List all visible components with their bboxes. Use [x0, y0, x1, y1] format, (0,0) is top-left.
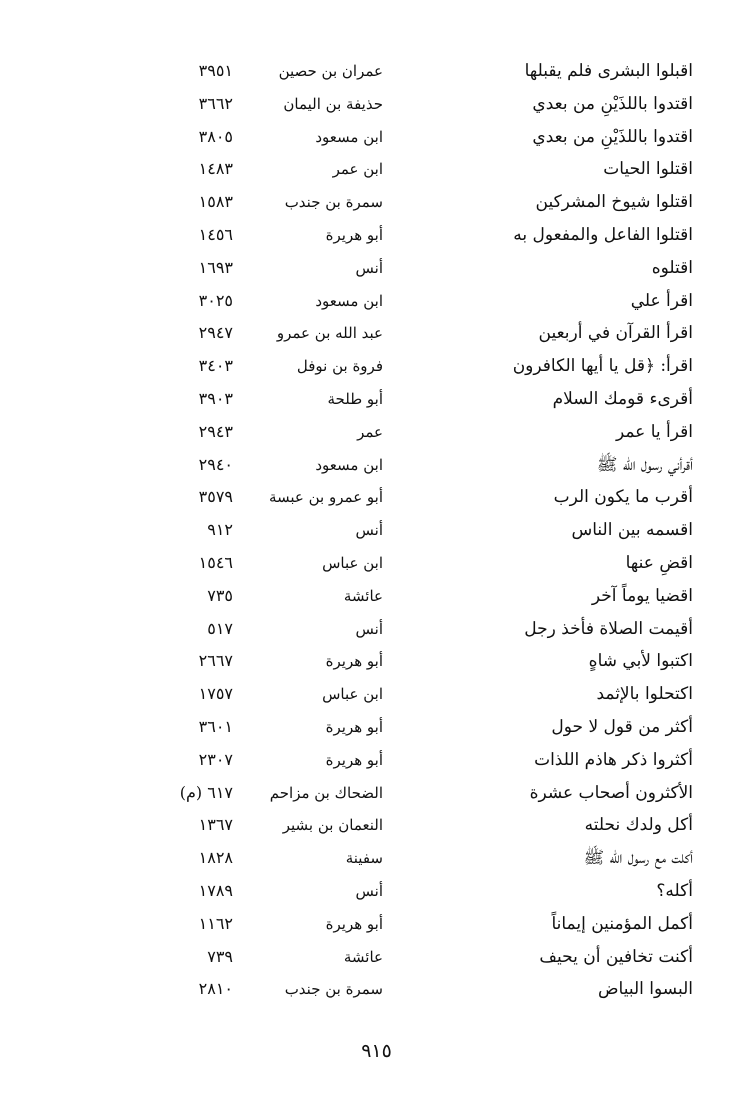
table-row	[0, 219, 753, 252]
table-row	[0, 875, 753, 908]
table-row	[0, 973, 753, 1006]
narrator-name: ابن عباس	[322, 553, 383, 572]
table-row	[0, 285, 753, 318]
narrator-name: أبو هريرة	[325, 652, 383, 671]
hadith-number: ٢٩٤٣	[198, 421, 233, 441]
narrator-name: ابن مسعود	[315, 127, 383, 146]
table-row	[0, 613, 753, 646]
table-row	[0, 711, 753, 744]
narrator-name: النعمان بن بشير	[282, 816, 383, 835]
hadith-number: ٧٣٩	[207, 946, 233, 966]
hadith-number: ١٥٤٦	[198, 552, 233, 572]
narrator-name: سفينة	[345, 849, 383, 868]
narrator-name: فروة بن نوفل	[296, 357, 383, 376]
page-number: ٩١٥	[361, 1040, 392, 1062]
table-row	[0, 842, 753, 875]
hadith-text: أكثروا ذكر هاذم اللذات	[534, 749, 693, 770]
hadith-number: ٣٠٢٥	[198, 290, 233, 310]
hadith-text: اقتدوا باللذَيْنِ من بعدي	[532, 126, 693, 147]
hadith-number: ٣٨٠٥	[198, 126, 233, 146]
hadith-number: ٣٦٠١	[198, 716, 233, 736]
hadith-number: ١٧٨٩	[198, 880, 233, 900]
table-row	[0, 908, 753, 941]
narrator-name: أبو هريرة	[325, 717, 383, 736]
table-row	[0, 55, 753, 88]
hadith-text: اقرأ يا عمر	[615, 421, 693, 442]
table-row	[0, 186, 753, 219]
narrator-name: سمرة بن جندب	[284, 980, 383, 999]
hadith-text: اقتدوا باللذَيْنِ من بعدي	[532, 93, 693, 114]
narrator-name: أبو طلحة	[327, 389, 383, 408]
hadith-number: ١٨٢٨	[198, 848, 233, 868]
hadith-text: اقسمه بين الناس	[571, 520, 693, 541]
narrator-name: أنس	[355, 619, 383, 638]
hadith-text: أقرب ما يكون الرب	[553, 487, 693, 508]
table-row	[0, 777, 753, 810]
hadith-text: البسوا البياض	[597, 979, 693, 1000]
hadith-number: ٣٩٠٣	[198, 388, 233, 408]
hadith-number: ١٤٥٦	[198, 224, 233, 244]
table-row	[0, 416, 753, 449]
hadith-text: اقرأ: ﴿قل يا أيها الكافرون	[512, 356, 693, 377]
hadith-number: ١٣٦٧	[198, 815, 233, 835]
hadith-text: أكثر من قول لا حول	[551, 716, 693, 737]
hadith-text: اقبلوا البشرى فلم يقبلها	[524, 61, 693, 81]
narrator-name: أبو عمرو بن عبسة	[268, 488, 383, 507]
narrator-name: الضحاك بن مزاحم	[269, 783, 383, 802]
table-row	[0, 153, 753, 186]
hadith-text: اقتلوا شيوخ المشركين	[535, 192, 693, 213]
hadith-text: أكله؟	[656, 880, 693, 901]
table-row	[0, 449, 753, 482]
table-row	[0, 317, 753, 350]
hadith-number: ٦١٧ (م)	[179, 782, 233, 802]
hadith-number: ١٥٨٣	[198, 192, 233, 212]
hadith-text: أكنت تخافين أن يحيف	[539, 946, 693, 967]
hadith-number: ٢٨١٠	[198, 979, 233, 999]
narrator-name: حذيفة بن اليمان	[283, 94, 383, 113]
narrator-name: سمرة بن جندب	[284, 193, 383, 212]
narrator-name: أنس	[355, 881, 383, 900]
hadith-text: أكل ولدك نحلته	[584, 815, 693, 836]
hadith-text: اقتلوه	[651, 257, 693, 278]
hadith-number: ٧٣٥	[207, 585, 233, 605]
table-row	[0, 252, 753, 285]
narrator-name: عمران بن حصين	[278, 62, 383, 80]
table-row	[0, 481, 753, 514]
hadith-text: اكتحلوا بالإثمد	[596, 684, 693, 705]
hadith-number: ٢٦٦٧	[198, 651, 233, 671]
table-row	[0, 547, 753, 580]
hadith-text: أقرأني رسول الله ﷺ	[596, 454, 693, 475]
table-row	[0, 383, 753, 416]
narrator-name: أنس	[355, 521, 383, 540]
table-row	[0, 678, 753, 711]
hadith-text: أقيمت الصلاة فأخذ رجل	[524, 618, 693, 639]
hadith-text: اكتبوا لأبي شاهٍ	[588, 651, 693, 672]
hadith-text: اقضيا يوماً آخر	[591, 585, 693, 606]
hadith-number: ٣٤٠٣	[198, 356, 233, 376]
hadith-number: ١٤٨٣	[198, 159, 233, 179]
table-row	[0, 350, 753, 383]
hadith-text: اقتلوا الفاعل والمفعول به	[513, 224, 693, 245]
hadith-text: اقضِ عنها	[625, 552, 693, 573]
hadith-text: أكلت مع رسول الله ﷺ	[583, 848, 693, 869]
table-row	[0, 744, 753, 777]
narrator-name: أبو هريرة	[325, 225, 383, 244]
table-row	[0, 580, 753, 613]
table-row	[0, 809, 753, 842]
narrator-name: عائشة	[343, 586, 383, 605]
narrator-name: عبد الله بن عمرو	[276, 324, 383, 343]
hadith-number: ٣٦٦٢	[198, 93, 233, 113]
hadith-number: ٢٣٠٧	[198, 749, 233, 769]
table-row	[0, 941, 753, 974]
table-row	[0, 514, 753, 547]
hadith-number: ١٦٩٣	[198, 257, 233, 277]
table-row	[0, 121, 753, 154]
table-row	[0, 645, 753, 678]
narrator-name: ابن مسعود	[315, 455, 383, 474]
narrator-name: أبو هريرة	[325, 914, 383, 933]
narrator-name: عمر	[357, 422, 383, 441]
hadith-text: أقرىء قومك السلام	[552, 388, 693, 409]
hadith-text: اقرأ علي	[630, 290, 693, 311]
narrator-name: عائشة	[343, 947, 383, 966]
hadith-number: ٩١٢	[207, 520, 233, 540]
hadith-text: اقتلوا الحيات	[603, 159, 693, 180]
hadith-number: ١٧٥٧	[198, 684, 233, 704]
hadith-index-table	[0, 55, 753, 1006]
hadith-number: ٢٩٤٧	[198, 323, 233, 343]
narrator-name: ابن مسعود	[315, 291, 383, 310]
hadith-text: اقرأ القرآن في أربعين	[538, 323, 693, 344]
narrator-name: أنس	[355, 258, 383, 277]
hadith-number: ٥١٧	[207, 618, 233, 638]
hadith-number: ٢٩٤٠	[198, 454, 233, 474]
hadith-number: ١١٦٢	[198, 913, 233, 933]
narrator-name: أبو هريرة	[325, 750, 383, 769]
narrator-name: ابن عباس	[322, 685, 383, 704]
hadith-number: ٣٥٧٩	[198, 487, 233, 507]
hadith-text: الأكثرون أصحاب عشرة	[529, 782, 693, 803]
hadith-text: أكمل المؤمنين إيماناً	[551, 913, 693, 934]
table-row	[0, 88, 753, 121]
narrator-name: ابن عمر	[332, 160, 383, 179]
hadith-number: ٣٩٥١	[198, 61, 233, 80]
